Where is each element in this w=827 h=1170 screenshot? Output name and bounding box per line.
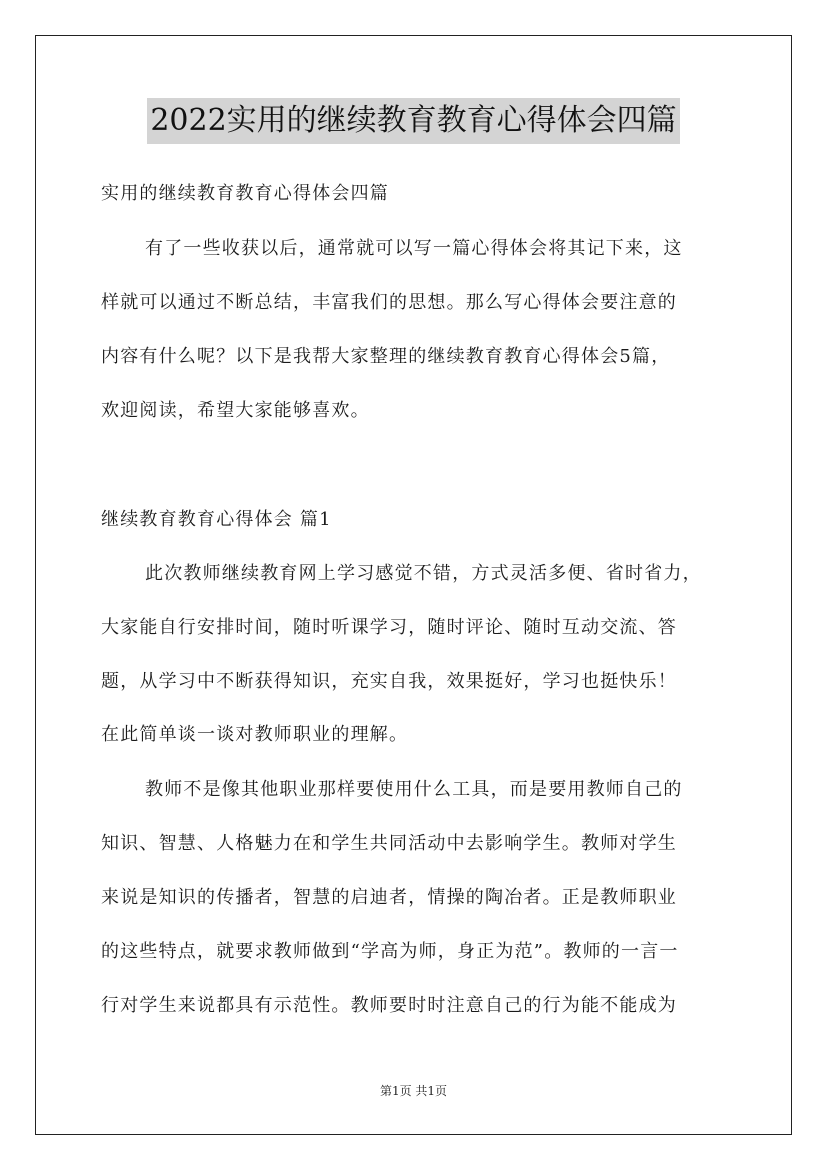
section-heading: 继续教育教育心得体会 篇1 (101, 509, 332, 530)
para2-line-5: 行对学生来说都具有示范性。教师要时时注意自己的行为能不能成为 (101, 995, 677, 1016)
para2-line-2: 知识、智慧、人格魅力在和学生共同活动中去影响学生。教师对学生 (101, 833, 677, 854)
para2-line-1: 教师不是像其他职业那样要使用什么工具，而是要用教师自己的 (145, 779, 683, 800)
page-footer: 第1页 共1页 (379, 1084, 448, 1098)
para1-line-4: 在此简单谈一谈对教师职业的理解。 (101, 724, 409, 745)
document-title: 2022实用的继续教育教育心得体会四篇 (147, 98, 679, 144)
para2-line-4: 的这些特点，就要求教师做到“学高为师，身正为范”。教师的一言一 (101, 941, 679, 962)
para1-line-3: 题，从学习中不断获得知识，充实自我，效果挺好，学习也挺快乐！ (101, 671, 677, 692)
para1-line-1: 此次教师继续教育网上学习感觉不错，方式灵活多便、省时省力， (145, 563, 702, 584)
intro-line-1: 有了一些收获以后，通常就可以写一篇心得体会将其记下来，这 (145, 238, 683, 259)
document-subtitle: 实用的继续教育教育心得体会四篇 (101, 183, 389, 204)
title-container (0, 98, 827, 144)
para1-line-2: 大家能自行安排时间，随时听课学习，随时评论、随时互动交流、答 (101, 617, 677, 638)
intro-line-2: 样就可以通过不断总结，丰富我们的思想。那么写心得体会要注意的 (101, 292, 677, 313)
para2-line-3: 来说是知识的传播者，智慧的启迪者，情操的陶冶者。正是教师职业 (101, 887, 677, 908)
intro-line-3: 内容有什么呢？以下是我帮大家整理的继续教育教育心得体会5篇， (101, 346, 671, 367)
intro-line-4: 欢迎阅读，希望大家能够喜欢。 (101, 400, 370, 421)
